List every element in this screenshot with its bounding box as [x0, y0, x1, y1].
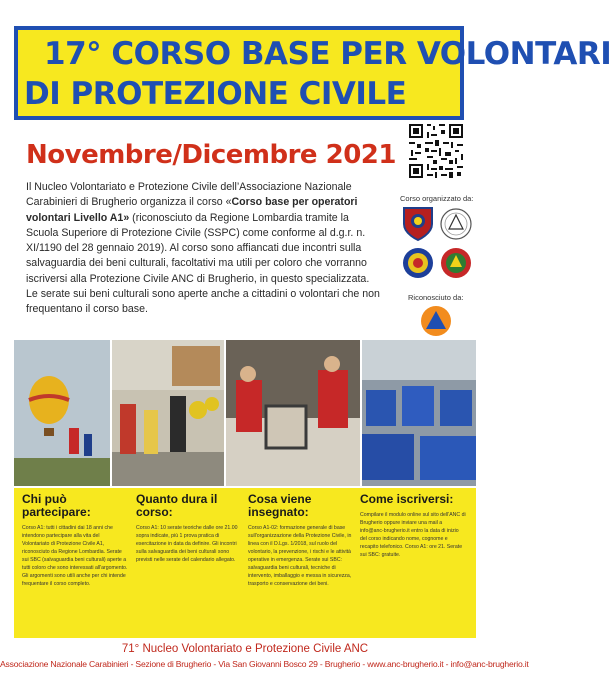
- info-box: [14, 488, 476, 638]
- how-to-enroll-column: [360, 488, 466, 559]
- anc-shield-logo: [402, 206, 434, 242]
- who-can-join-text: Corso A1: tutti i cittadini dai 18 anni che intendono partecipare alla vita del Volontariato di Protezione Civile A1, riconosciuto da Regione Lombardia. Serate sui SBC (salvaguardia beni culturali) aperte a tutti coloro che sono interessati all'argomento. Gli argomenti sono utili anche per chi intende frequentare il corso completo.: [22, 525, 128, 587]
- footer-contacts[interactable]: Associazione Nazionale Carabinieri - Sezione di Brugherio - Via San Giovanni Bosco 29 - Brugherio - www.anc-brugherio.it - info@anc-brugherio.it: [0, 659, 529, 669]
- course-duration-heading: Quanto dura il corso:: [136, 492, 218, 519]
- what-is-taught-heading: Cosa viene insegnato:: [248, 492, 312, 519]
- how-to-enroll-text: Compilare il modulo online sul sito dell'ANC di Brugherio oppure inviare una mail a info@anc-brugherio.it entro la data di inizio del corso indicando nome, cognome e recapito telefonico. Corso A1: ore 21. Serate sui SBC: gratuite.: [360, 512, 466, 558]
- volunteers-park-photo: [112, 340, 224, 486]
- title-line-2: DI PROTEZIONE CIVILE: [24, 76, 407, 112]
- footer-organization: 71° Nucleo Volontariato e Protezione Civile ANC: [121, 643, 369, 655]
- who-can-join-heading: Chi può partecipare:: [22, 492, 91, 519]
- protezione-civile-badge-logo: [440, 247, 472, 279]
- what-is-taught-text: Corso A1-02: formazione generale di base sull'organizzazione della Protezione Civile, in linea con il D.Lgs. 1/2018, sul ruolo del volontario, la prevenzione, i rischi e le attività operative in emergenza. Serate sui SBC: salvaguardia beni culturali, tecniche di intervento, imballaggio e messa in sicurezza, trasporto e conservazione dei beni.: [248, 525, 352, 587]
- intro-course-name: Corso base per operatori volontari Livello A1»: [26, 196, 358, 224]
- course-duration-text: Corso A1: 10 serate teoriche dalle ore 21.00 sopra indicate, più 1 prova pratica di esercitazione in data da definire. Gli incontri sulla salvaguardia dei beni culturali sono previsti nelle serate del calendario allegato.: [136, 525, 238, 563]
- nucleo-badge-logo: [402, 247, 434, 279]
- balloon-photo: [14, 340, 110, 486]
- course-dates: Novembre/Dicembre 2021: [26, 140, 396, 170]
- organizer-round-logo: [440, 208, 472, 240]
- tents-photo: [362, 340, 476, 486]
- qr-code[interactable]: [407, 122, 465, 180]
- regione-protezione-civile-logo: [420, 305, 452, 337]
- intro-text-2: (riconosciuto da Regione Lombardia tramite la Scuola Superiore di Protezione Civile (SSPC) come conforme al d.g.r. n. XI/1190 del 28 gennaio 2019). Al corso sono affiancati due incontri sulla salvaguardia dei beni culturali, facoltativi ma utili per coloro che vorranno iscriversi alla Protezione Civile ANC di Brugherio, in questo specializzata. Le serate sui beni culturali sono aperte anche a cittadini o volontari che non frequentano il corso base.: [26, 211, 380, 316]
- intro-paragraph: [26, 180, 382, 318]
- artwork-rescue-photo: [226, 340, 360, 486]
- organized-by-label: Corso organizzato da:: [400, 194, 474, 203]
- photo-strip: [14, 340, 476, 486]
- who-can-join-column: [22, 488, 128, 588]
- how-to-enroll-heading: Come iscriversi:: [360, 492, 454, 506]
- course-duration-column: [136, 488, 242, 564]
- recognized-by-label: Riconosciuto da:: [408, 293, 464, 302]
- title-banner: [14, 26, 611, 120]
- title-line-1: 17° CORSO BASE PER VOLONTARI: [44, 36, 611, 72]
- intro-text-1: Il Nucleo Volontariato e Protezione Civile dell’Associazione Nazionale Carabinieri di Brugherio organizza il corso «: [26, 181, 352, 209]
- what-is-taught-column: [248, 488, 354, 588]
